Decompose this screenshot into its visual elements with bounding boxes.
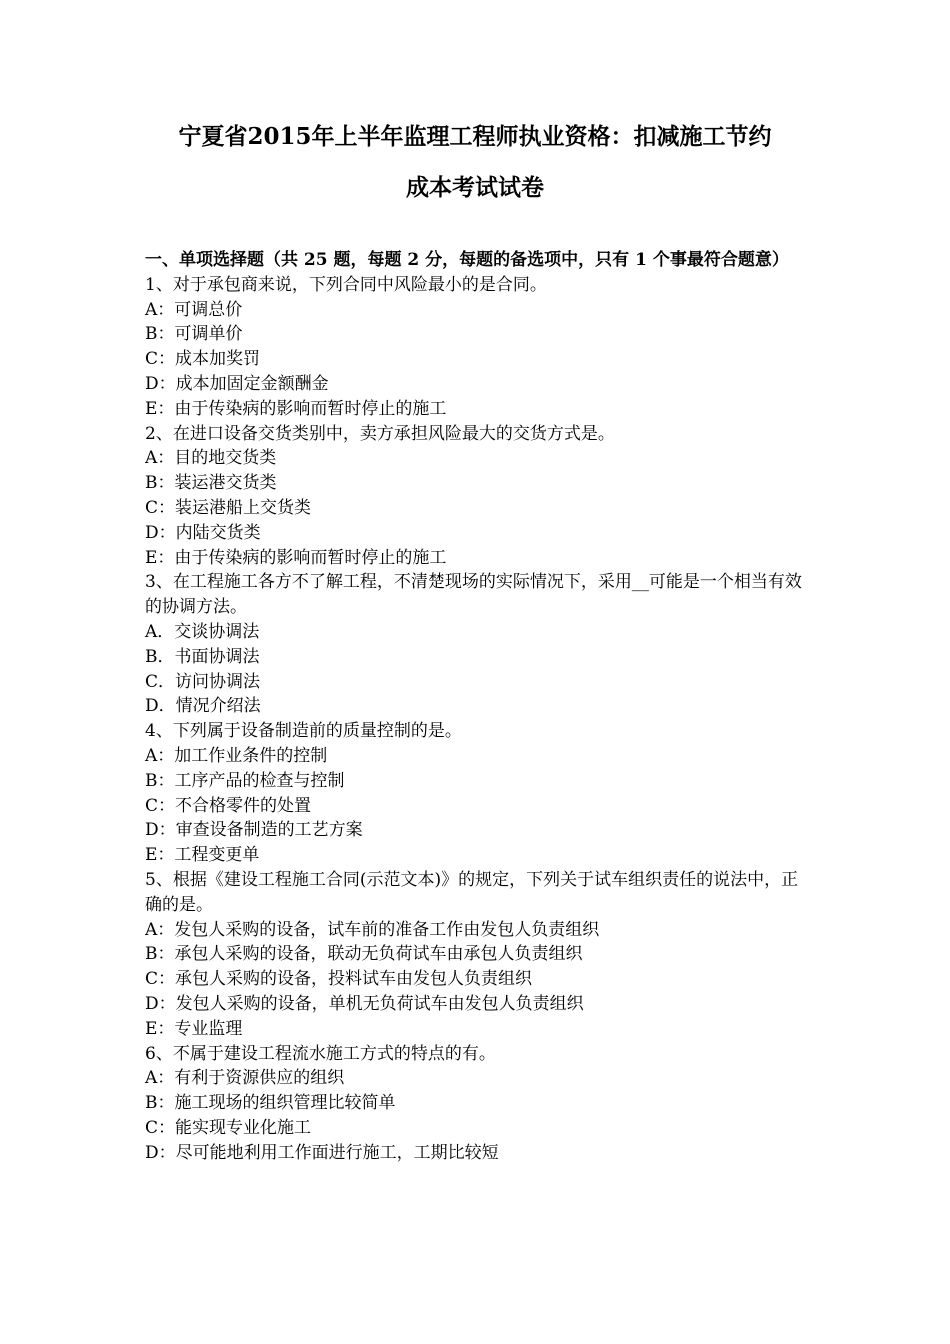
question-text: 2、在进口设备交货类别中，卖方承担风险最大的交货方式是。 bbox=[145, 423, 615, 444]
answer-option: A．交谈协调法 bbox=[145, 621, 260, 642]
question-item bbox=[145, 868, 810, 1042]
question-text: 4、下列属于设备制造前的质量控制的是。 bbox=[145, 721, 462, 742]
answer-option: B．书面协调法 bbox=[145, 646, 260, 667]
answer-option: C：能实现专业化施工 bbox=[145, 1117, 312, 1138]
answer-option: C：不合格零件的处置 bbox=[145, 795, 312, 816]
question-text: 5、根据《建设工程施工合同(示范文本)》的规定，下列关于试车组织责任的说法中，正确的是。 bbox=[145, 869, 799, 915]
answer-option: E：专业监理 bbox=[145, 1018, 243, 1039]
option-list bbox=[145, 620, 810, 719]
document-title-line-1: 宁夏省2015年上半年监理工程师执业资格：扣减施工节约 bbox=[178, 123, 772, 150]
question-text: 3、在工程施工各方不了解工程，不清楚现场的实际情况下，采用__可能是一个相当有效的协调方法。 bbox=[145, 572, 802, 618]
answer-option: B：施工现场的组织管理比较简单 bbox=[145, 1093, 396, 1114]
answer-option: D：内陆交货类 bbox=[145, 522, 261, 543]
question-item bbox=[145, 273, 810, 422]
answer-option: B：可调单价 bbox=[145, 324, 243, 345]
answer-option: B：装运港交货类 bbox=[145, 473, 277, 494]
section-heading: 一、单项选择题（共 25 题，每题 2 分，每题的备选项中，只有 1 个事最符合题意） bbox=[145, 250, 789, 270]
answer-option: D：成本加固定金额酬金 bbox=[145, 373, 329, 394]
answer-option: B：承包人采购的设备，联动无负荷试车由承包人负责组织 bbox=[145, 944, 583, 965]
answer-option: C：承包人采购的设备，投料试车由发包人负责组织 bbox=[145, 969, 533, 990]
answer-option: A：可调总价 bbox=[145, 299, 243, 320]
question-text: 6、不属于建设工程流水施工方式的特点的有。 bbox=[145, 1043, 496, 1064]
answer-option: B：工序产品的检查与控制 bbox=[145, 770, 345, 791]
option-list bbox=[145, 298, 810, 422]
answer-option: A：目的地交货类 bbox=[145, 448, 277, 469]
option-list bbox=[145, 446, 810, 570]
option-list bbox=[145, 918, 810, 1042]
answer-option: C：装运港船上交货类 bbox=[145, 497, 312, 518]
question-item bbox=[145, 422, 810, 571]
question-list bbox=[145, 273, 810, 1166]
question-text: 1、对于承包商来说，下列合同中风险最小的是合同。 bbox=[145, 274, 547, 295]
question-item bbox=[145, 1042, 810, 1166]
document-body bbox=[145, 248, 810, 1165]
answer-option: D：审查设备制造的工艺方案 bbox=[145, 820, 363, 841]
answer-option: C：成本加奖罚 bbox=[145, 349, 261, 370]
answer-option: E：由于传染病的影响而暂时停止的施工 bbox=[145, 398, 447, 419]
answer-option: D：尽可能地利用工作面进行施工，工期比较短 bbox=[145, 1142, 499, 1163]
answer-option: A：发包人采购的设备，试车前的准备工作由发包人负责组织 bbox=[145, 919, 600, 940]
answer-option: D．情况介绍法 bbox=[145, 696, 261, 717]
answer-option: A：加工作业条件的控制 bbox=[145, 745, 328, 766]
answer-option: E：工程变更单 bbox=[145, 845, 260, 866]
question-item bbox=[145, 719, 810, 868]
question-item bbox=[145, 570, 810, 719]
option-list bbox=[145, 1066, 810, 1165]
answer-option: D：发包人采购的设备，单机无负荷试车由发包人负责组织 bbox=[145, 993, 584, 1014]
answer-option: E：由于传染病的影响而暂时停止的施工 bbox=[145, 547, 447, 568]
document-title-line-2: 成本考试试卷 bbox=[406, 174, 544, 201]
answer-option: C．访问协调法 bbox=[145, 671, 261, 692]
answer-option: A：有利于资源供应的组织 bbox=[145, 1068, 345, 1089]
option-list bbox=[145, 744, 810, 868]
